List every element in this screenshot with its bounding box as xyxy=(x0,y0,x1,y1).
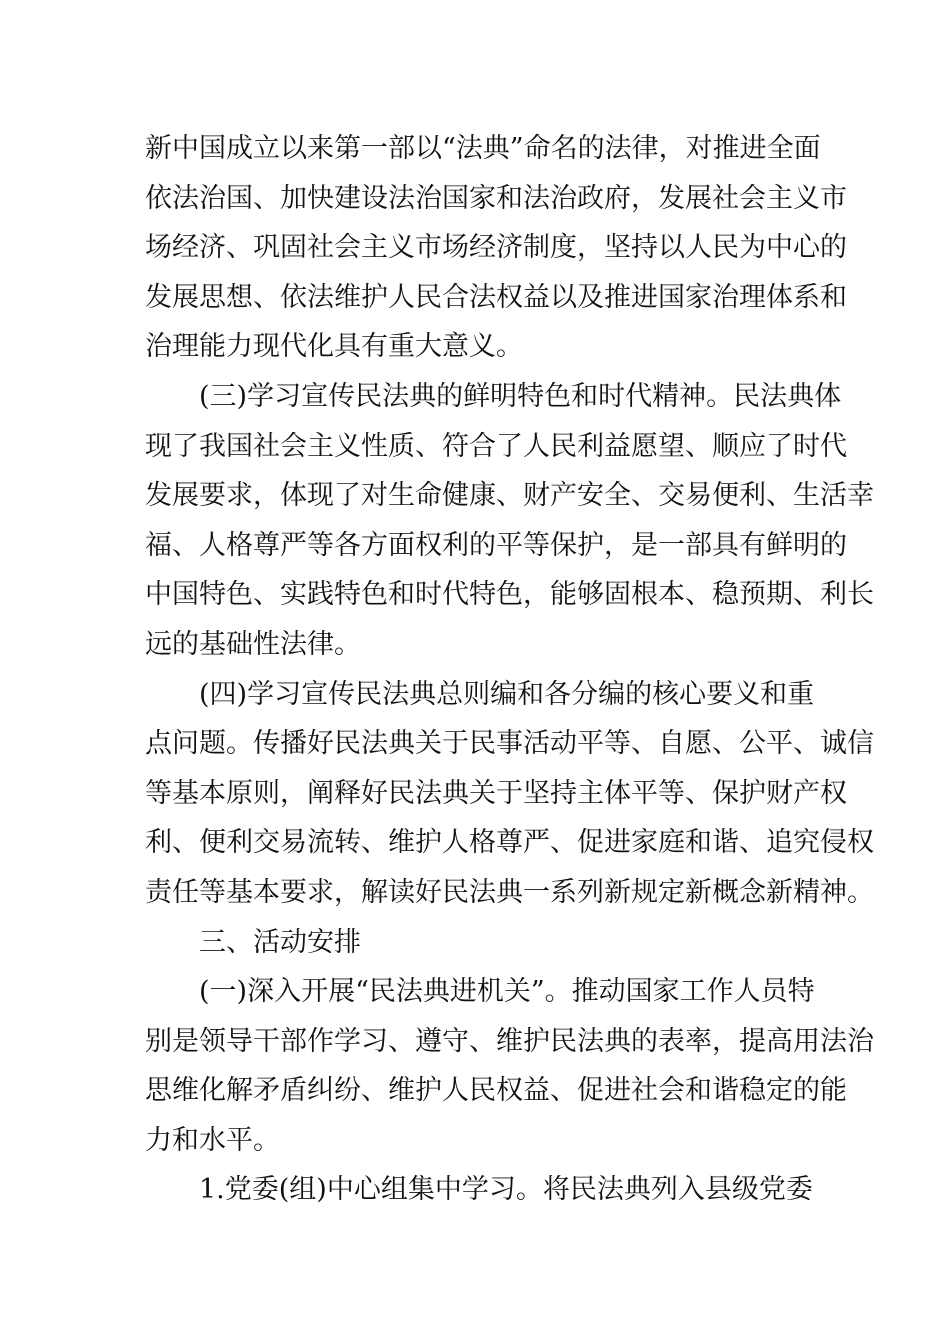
paragraph-line: 场经济、巩固社会主义市场经济制度，坚持以人民为中心的 xyxy=(145,232,847,264)
document-body xyxy=(145,124,874,1215)
section-heading-line: (一)深入开展“民法典进机关”。推动国家工作人员特 xyxy=(199,976,815,1008)
paragraph-line: 现了我国社会主义性质、符合了人民利益愿望、顺应了时代 xyxy=(145,430,847,462)
paragraph-line: 依法治国、加快建设法治国家和法治政府，发展社会主义市 xyxy=(145,182,847,214)
paragraph-line: 新中国成立以来第一部以“法典”命名的法律，对推进全面 xyxy=(145,133,821,164)
section-heading: 三、活动安排 xyxy=(199,926,361,958)
section-heading-line: (三)学习宣传民法典的鲜明特色和时代精神。民法典体 xyxy=(199,380,842,412)
section-heading-line: (四)学习宣传民法典总则编和各分编的核心要义和重 xyxy=(199,678,815,710)
paragraph-line: 远的基础性法律。 xyxy=(145,628,361,660)
paragraph-line: 中国特色、实践特色和时代特色，能够固根本、稳预期、利长 xyxy=(145,579,874,611)
paragraph-line: 利、便利交易流转、维护人格尊严、促进家庭和谐、追究侵权 xyxy=(145,827,874,859)
list-item-line: 1.党委(组)中心组集中学习。将民法典列入县级党委 xyxy=(199,1174,813,1206)
paragraph-line: 别是领导干部作学习、遵守、维护民法典的表率，提高用法治 xyxy=(145,1025,874,1057)
paragraph-line: 责任等基本要求，解读好民法典一系列新规定新概念新精神。 xyxy=(145,876,874,908)
paragraph-line: 发展思想、依法维护人民合法权益以及推进国家治理体系和 xyxy=(145,281,847,313)
paragraph-line: 力和水平。 xyxy=(145,1124,280,1156)
paragraph-line: 福、人格尊严等各方面权利的平等保护，是一部具有鲜明的 xyxy=(145,529,847,561)
paragraph-line: 点问题。传播好民法典关于民事活动平等、自愿、公平、诚信 xyxy=(145,728,874,760)
paragraph-line: 等基本原则，阐释好民法典关于坚持主体平等、保护财产权 xyxy=(145,777,847,809)
paragraph-line: 治理能力现代化具有重大意义。 xyxy=(145,331,523,363)
paragraph-line: 思维化解矛盾纠纷、维护人民权益、促进社会和谐稳定的能 xyxy=(145,1075,847,1107)
paragraph-line: 发展要求，体现了对生命健康、财产安全、交易便利、生活幸 xyxy=(145,480,874,512)
